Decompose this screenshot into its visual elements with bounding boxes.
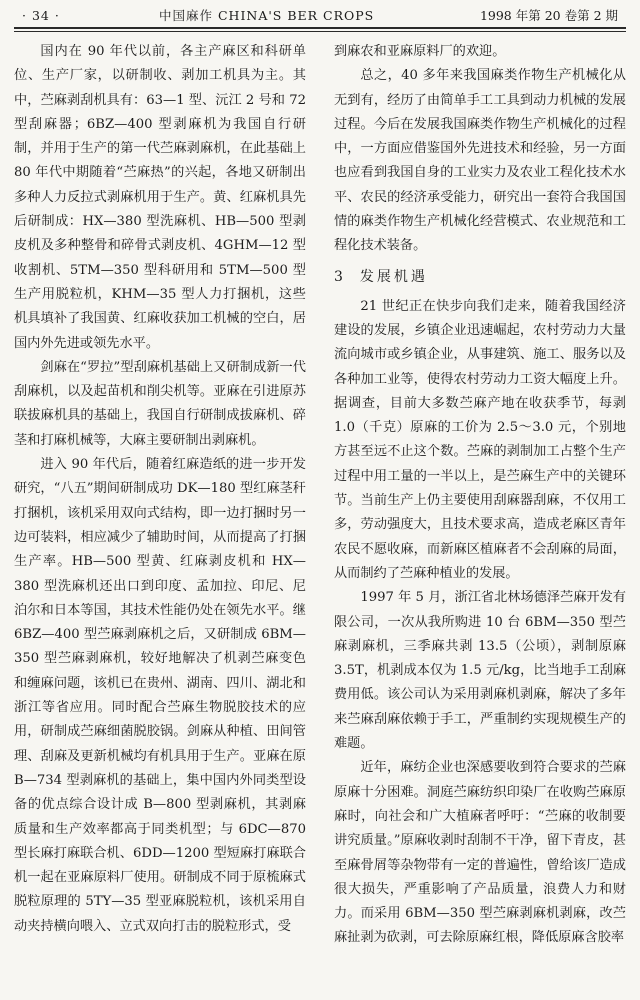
right-column — [334, 40, 626, 998]
journal-title: 中国麻作 CHINA'S BER CROPS — [159, 8, 375, 23]
running-header — [14, 6, 626, 26]
section-title: 发展机遇 — [359, 268, 428, 285]
left-column — [14, 40, 306, 998]
paragraph: 近年，麻纺企业也深感要收到符合要求的苎麻原麻十分困难。洞庭苎麻纺织印染厂在收购苎麻原麻时，向社会和广大植麻者呼吁：“苎麻的收制要讲究质量。”原麻收剥时刮制不干净，留下青皮，甚至麻骨屑等杂物带有一定的普遍性，曾给该厂造成很大损失，严重影响了产品质量，浪费人力和财力。而采用 6BM—350 型苎麻剥麻机剥麻，改苎麻扯剥为砍剥，可去除原麻红根，降低原麻含胶率 — [334, 760, 626, 946]
page-number: · 34 · — [22, 8, 60, 23]
section-heading — [334, 265, 626, 289]
paragraph: 国内在 90 年代以前，各主产麻区和科研单位、生产厂家，以研制收、剥加工机具为主。其中，苎麻剥刮机具有：63—1 型、沅江 2 号和 72 型刮麻器；6BZ—400 型剥麻机为我国自行研制，并用于生产的第一代苎麻剥麻机，在此基础上 80 年代中期随着“苎麻热”的兴起，各地又研制出多种人力反拉式剥麻机用于生产。黄、红麻机具先后研制成：HX—380 型洗麻机、HB—500 型剥皮机及多种整骨和碎骨式剥皮机、4GHM—12 型收割机、5TM—350 型科研用和 5TM—500 型生产用脱粒机，KHM—35 型人力打捆机，这些机具填补了我国黄、红麻收获加工机械的空白，居国内外先进或领先水平。 — [14, 44, 306, 351]
paragraph: 1997 年 5 月，浙江省北林场德泽苎麻开发有限公司，一次从我所购进 10 台 6BM—350 型苎麻剥麻机，三季麻共剥 13.5（公顷），剥制原麻 3.5T，机剥成本仅为 1.5 元/kg，比当地手工刮麻费用低。该公司认为采用剥麻机剥麻，解决了多年来苎麻刮麻依赖于手工，严重制约实现规模生产的难题。 — [334, 590, 626, 752]
paragraph-continued: 到麻农和亚麻原料厂的欢迎。 — [334, 44, 506, 59]
paragraph: 进入 90 年代后，随着红麻造纸的进一步开发研究，“八五”期间研制成功 DK—180 型红麻茎秆打捆机，该机采用双向式结构，即一边打捆时另一边可装料，相应减少了辅助时间，从而提高了打捆生产率。HB—500 型黄、红麻剥皮机和 HX—380 型洗麻机还出口到印度、孟加拉、印尼、尼泊尔和日本等国，其技术性能仍处在领先水平。继 6BZ—400 型苎麻剥麻机之后，又研制成 6BM—350 型苎麻剥麻机，较好地解决了机剥苎麻变色和缠麻问题，该机已在贵州、湖南、四川、湖北和浙江等省应用。同时配合苎麻生物脱胶技术的应用，研制成苎麻细菌脱胶锅。剑麻从种植、田间管理、刮麻及更新机械均有机具用于生产。亚麻在原 B—734 型剥麻机的基础上，集中国内外同类型设备的优点综合设计成 B—800 型剥麻机，其剥麻质量和生产效率都高于同类机型；与 6DC—870 型长麻打麻联合机、6DD—1200 型短麻打麻联合机一起在亚麻原料厂使用。研制成不同于原梳麻式脱粒原理的 5TY—35 型亚麻脱粒机，该机采用自动夹持横向喂入、立式双向打击的脱粒形式，受 — [14, 457, 306, 934]
issue-info: 1998 年第 20 卷第 2 期 — [479, 8, 618, 23]
paragraph: 总之，40 多年来我国麻类作物生产机械化从无到有，经历了由简单手工工具到动力机械的发展过程。今后在发展我国麻类作物生产机械化的过程中，一方面应借鉴国外先进技术和经验，另一方面也应看到我国自身的工业实力及农业工程化技术水平、农民的经济承受能力，研究出一套符合我国国情的麻类作物生产机械化经营模式、农业规范和工程化技术装备。 — [334, 68, 626, 254]
paragraph: 剑麻在“罗拉”型刮麻机基础上又研制成新一代刮麻机，以及起苗机和削尖机等。亚麻在引进原苏联拔麻机具的基础上，我国自行研制成拔麻机、碎茎和打麻机械等，大麻主要研制出剥麻机。 — [14, 359, 306, 448]
paragraph: 21 世纪正在快步向我们走来，随着我国经济建设的发展，乡镇企业迅速崛起，农村劳动力大量流向城市或乡镇企业，从事建筑、施工、服务以及各种加工业等，使得农村劳动力工资大幅度上升。据调查，目前大多数苎麻产地在收获季节，每剥 1.0（千克）原麻的工价为 2.5～3.0 元，个别地方甚至远不止这个数。苎麻的剥制加工占整个生产过程中用工量的一半以上，是苎麻生产中的关键环节。当前生产上仍主要使用刮麻器刮麻，不仅用工多，劳动强度大，且技术要求高，造成老麻区青年农民不愿收麻，而新麻区植麻者不会刮麻的局面，从而制约了苎麻种植业的发展。 — [334, 298, 626, 581]
section-number: 3 — [334, 268, 346, 285]
header-rule-thin — [14, 31, 626, 32]
header-rule — [14, 27, 626, 29]
